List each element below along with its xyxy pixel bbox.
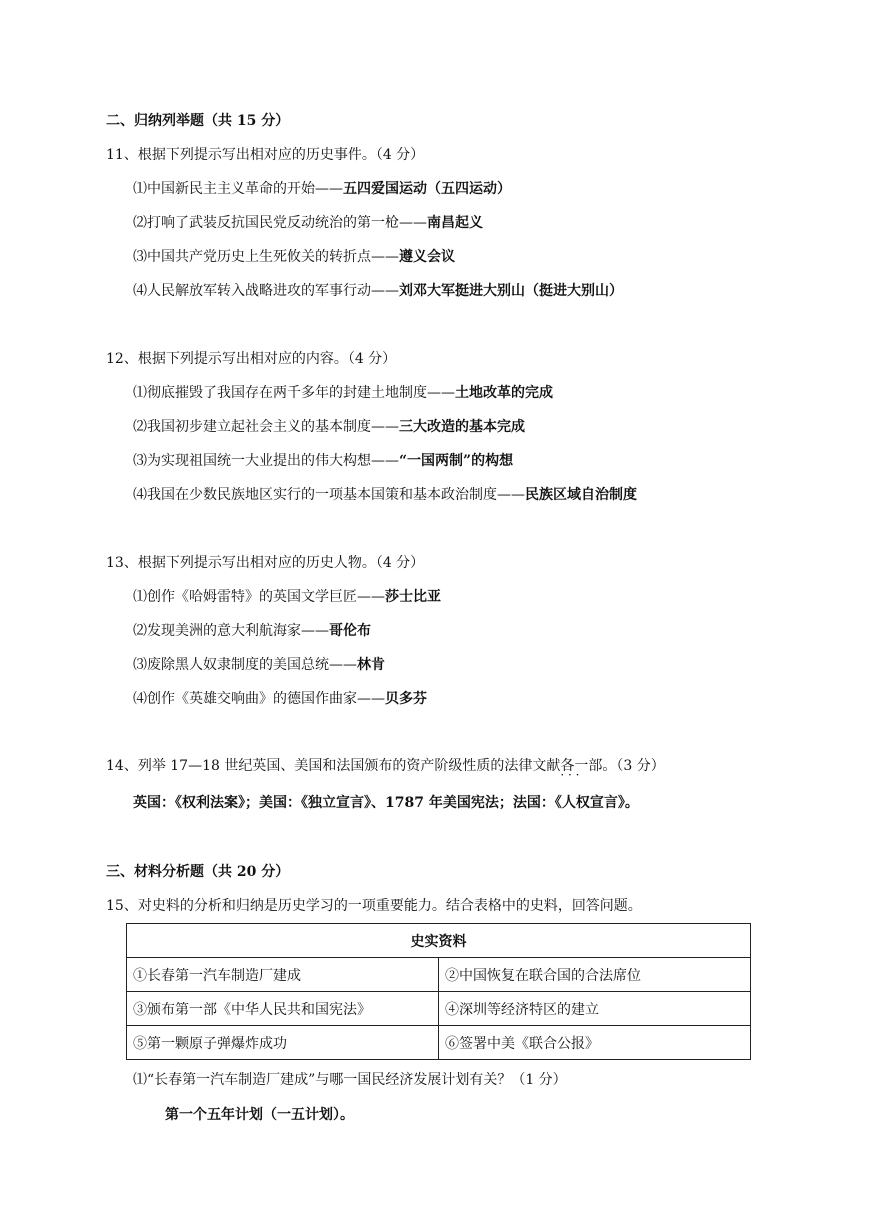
question-11-prompt: 11、根据下列提示写出相对应的历史事件。（4 分） <box>106 147 425 163</box>
question-11-item-2 <box>133 213 483 233</box>
table-cell: ⑤第一颗原子弹爆炸成功 <box>127 1026 439 1060</box>
question-12-item-2 <box>133 417 525 437</box>
item-answer: 土地改革的完成 <box>455 385 553 401</box>
item-text: ⑵我国初步建立起社会主义的基本制度—— <box>133 419 399 435</box>
item-answer: 刘邓大军挺进大别山（挺进大别山） <box>399 283 623 299</box>
item-answer: 三大改造的基本完成 <box>399 419 525 435</box>
item-answer: 哥伦布 <box>329 623 371 639</box>
table-cell: ②中国恢复在联合国的合法席位 <box>439 958 751 992</box>
table-row <box>127 1026 751 1060</box>
item-text: ⑷人民解放军转入战略进攻的军事行动—— <box>133 283 399 299</box>
question-13-item-1 <box>133 587 441 607</box>
question-13-item-3 <box>133 655 385 675</box>
emphasis-dotted-text: 各一部 · · · <box>560 756 602 776</box>
item-text: ⑶为实现祖国统一大业提出的伟大构想—— <box>133 453 399 469</box>
question-15-sub-1-prompt: ⑴“长春第一汽车制造厂建成”与哪一国民经济发展计划有关？（1 分） <box>133 1072 567 1088</box>
item-answer: “一国两制”的构想 <box>399 453 514 469</box>
item-answer: 民族区域自治制度 <box>525 487 637 503</box>
item-text: ⑶废除黑人奴隶制度的美国总统—— <box>133 657 357 673</box>
prompt-text: 14、列举 17—18 世纪英国、美国和法国颁布的资产阶级性质的法律文献 <box>106 758 561 774</box>
question-15-prompt: 15、对史料的分析和归纳是历史学习的一项重要能力。结合表格中的史料，回答问题。 <box>106 898 642 914</box>
question-13-item-4 <box>133 689 427 709</box>
table-cell: ⑥签署中美《联合公报》 <box>439 1026 751 1060</box>
table-header: 史实资料 <box>127 924 751 958</box>
item-answer: 遵义会议 <box>399 249 455 265</box>
item-text: ⑵打响了武装反抗国民党反动统治的第一枪—— <box>133 215 427 231</box>
question-11-item-1 <box>133 179 511 199</box>
item-text: ⑷我国在少数民族地区实行的一项基本国策和基本政治制度—— <box>133 487 525 503</box>
table-row <box>127 958 751 992</box>
item-answer: 林肯 <box>357 657 385 673</box>
question-15-sub-1-answer: 第一个五年计划（一五计划）。 <box>165 1107 354 1123</box>
item-text: ⑷创作《英雄交响曲》的德国作曲家—— <box>133 691 385 707</box>
item-text: ⑴中国新民主主义革命的开始—— <box>133 181 343 197</box>
historical-facts-table <box>126 923 751 1060</box>
question-14-answer: 英国：《权利法案》；美国：《独立宣言》、1787 年美国宪法；法国：《人权宣言》。 <box>133 795 639 811</box>
item-answer: 莎士比亚 <box>385 589 441 605</box>
table-cell: ③颁布第一部《中华人民共和国宪法》 <box>127 992 439 1026</box>
question-11-item-3 <box>133 247 455 267</box>
question-11-item-4 <box>133 281 623 301</box>
table-row <box>127 992 751 1026</box>
item-text: ⑴彻底摧毁了我国存在两千多年的封建土地制度—— <box>133 385 455 401</box>
table-cell: ①长春第一汽车制造厂建成 <box>127 958 439 992</box>
question-12-item-4 <box>133 485 637 505</box>
item-text: ⑵发现美洲的意大利航海家—— <box>133 623 329 639</box>
item-answer: 南昌起义 <box>427 215 483 231</box>
section-2-heading: 二、归纳列举题（共 15 分） <box>106 113 290 129</box>
table-cell: ④深圳等经济特区的建立 <box>439 992 751 1026</box>
prompt-score: 。（3 分） <box>602 758 665 774</box>
table-header-row <box>127 924 751 958</box>
question-14-prompt <box>106 756 665 776</box>
question-12-prompt: 12、根据下列提示写出相对应的内容。（4 分） <box>106 351 397 367</box>
section-3-heading: 三、材料分析题（共 20 分） <box>106 864 290 880</box>
question-13-prompt: 13、根据下列提示写出相对应的历史人物。（4 分） <box>106 555 425 571</box>
item-text: ⑴创作《哈姆雷特》的英国文学巨匠—— <box>133 589 385 605</box>
question-12-item-3 <box>133 451 513 471</box>
item-text: ⑶中国共产党历史上生死攸关的转折点—— <box>133 249 399 265</box>
question-12-item-1 <box>133 383 553 403</box>
question-13-item-2 <box>133 621 371 641</box>
item-answer: 贝多芬 <box>385 691 427 707</box>
item-answer: 五四爱国运动（五四运动） <box>343 181 511 197</box>
